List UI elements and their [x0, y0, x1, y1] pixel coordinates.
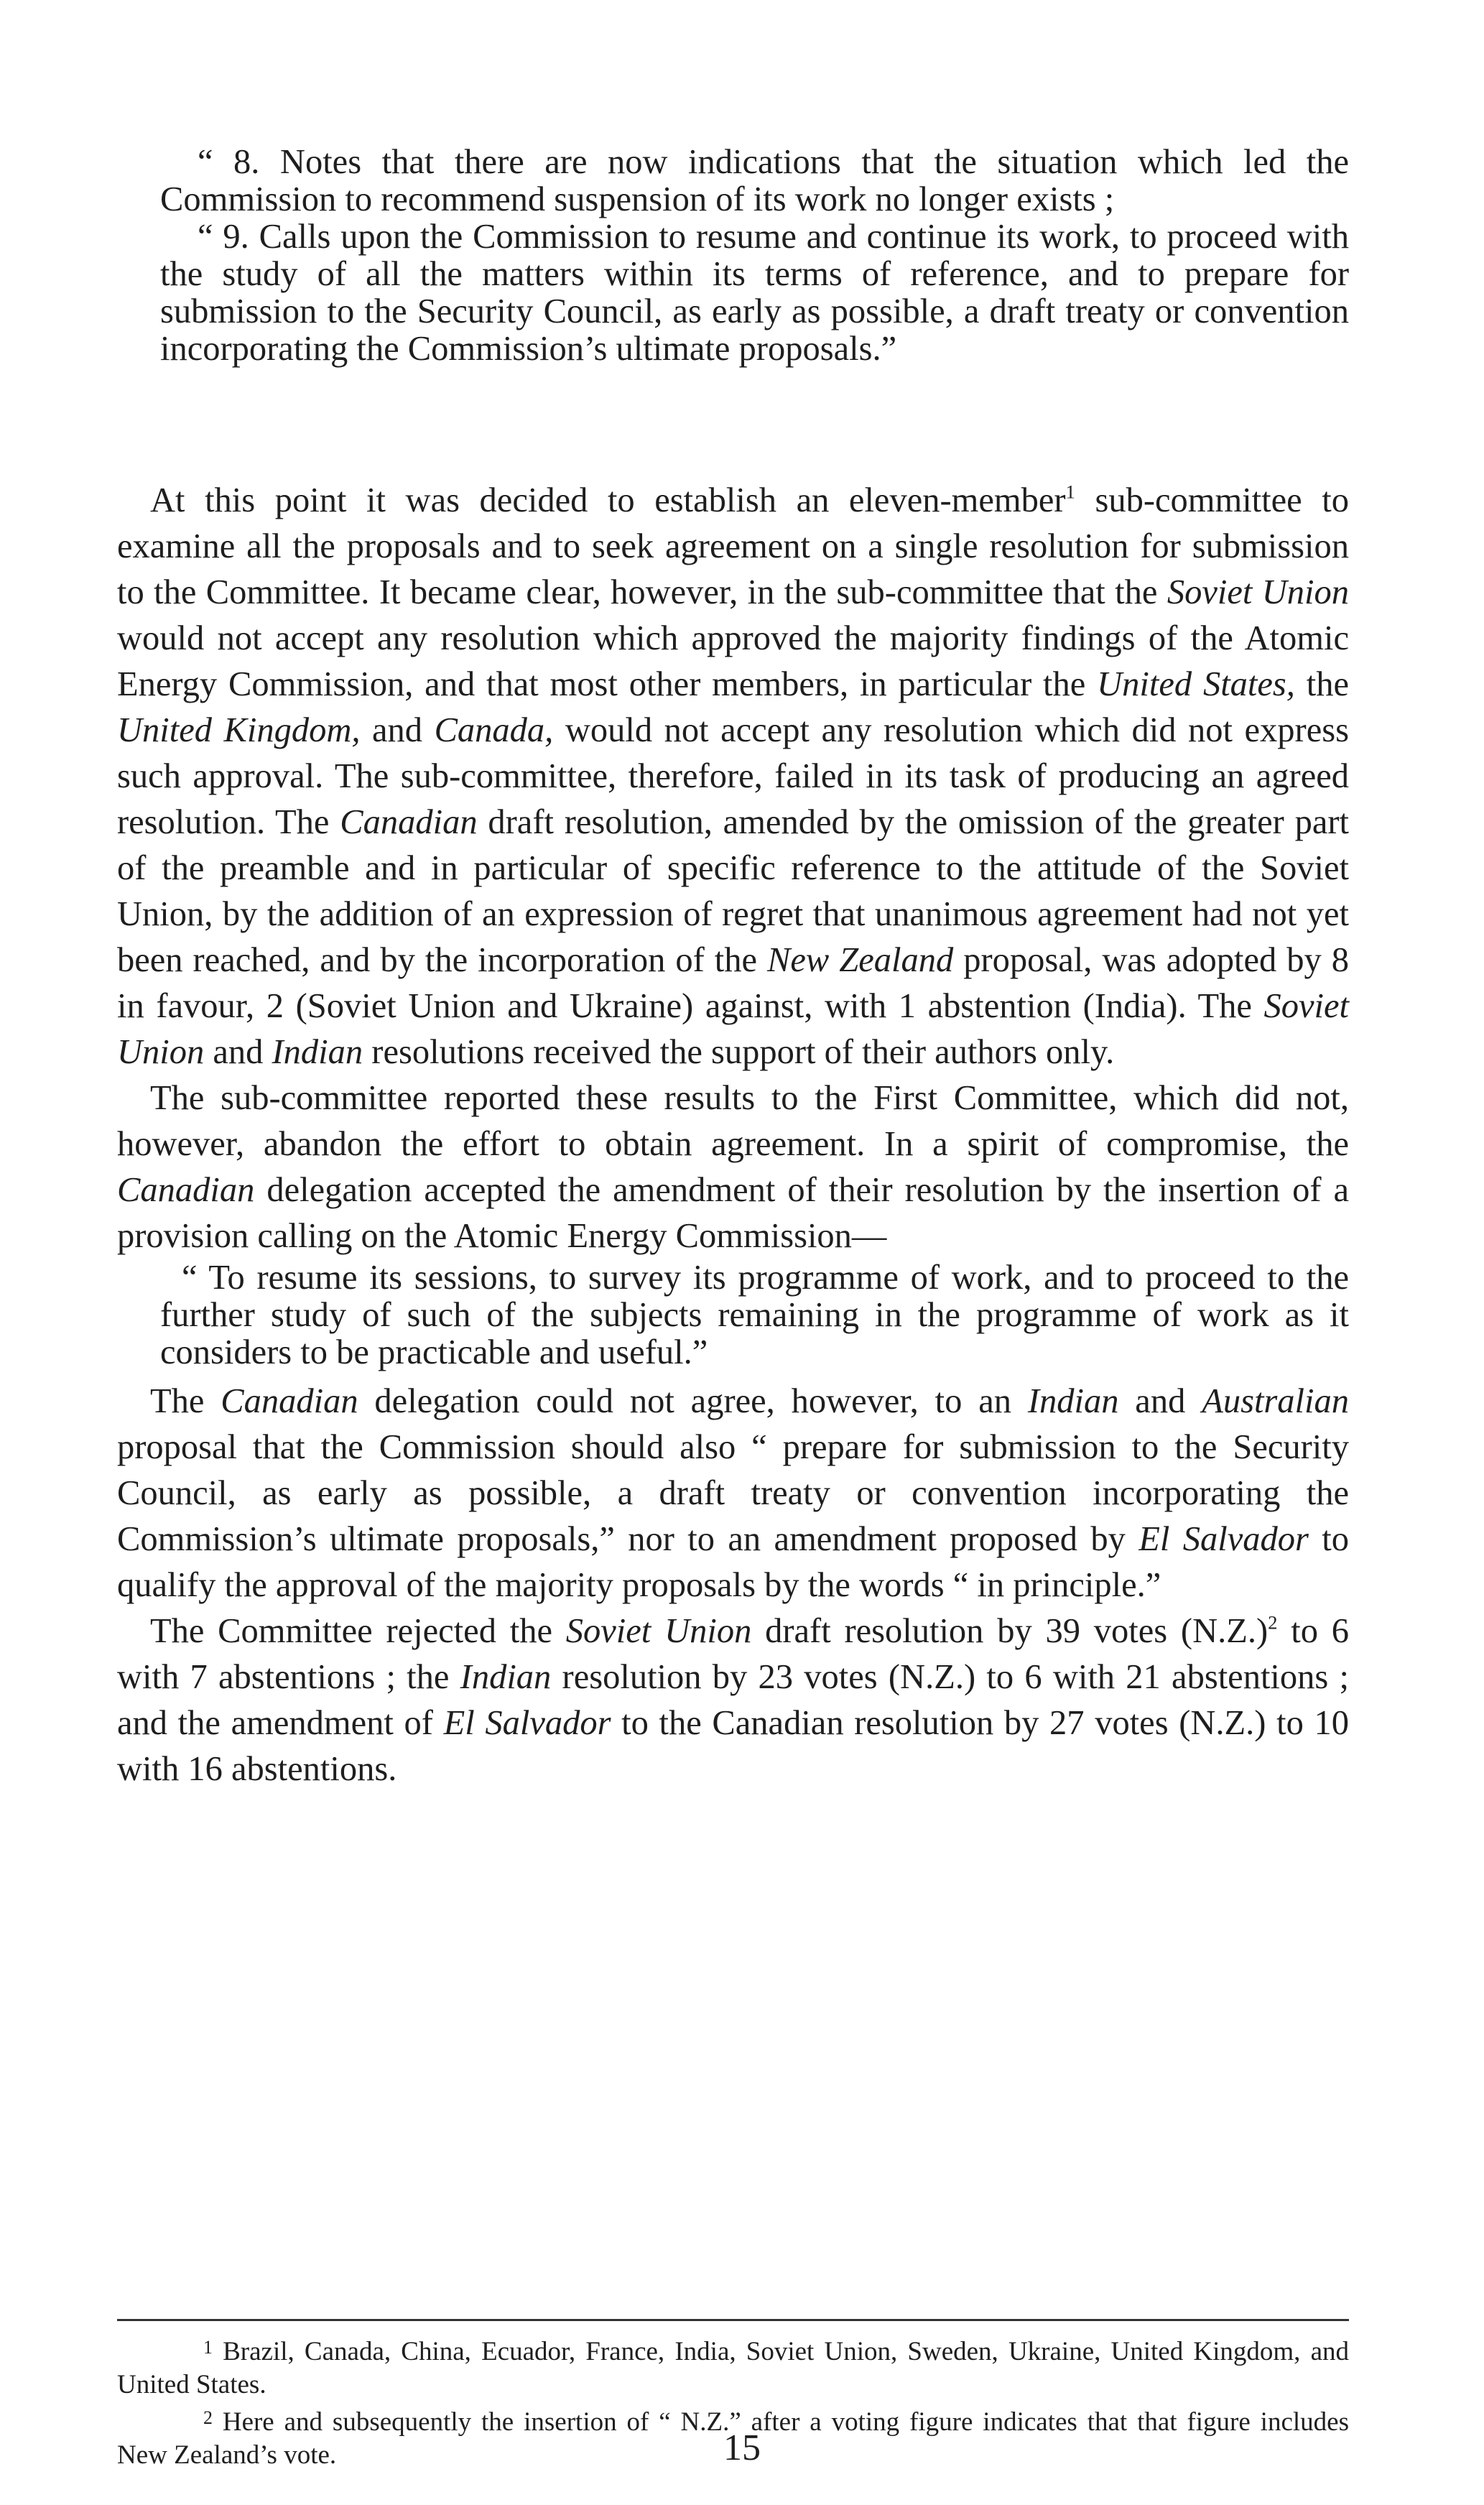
- paragraph-sub-committee: [117, 478, 1349, 1075]
- text-run: would not accept any resolution which did not express such approval. The sub-committee, therefore, failed in its task of producing an agreed resolution. The: [117, 711, 1349, 841]
- country-name: Indian: [460, 1658, 552, 1696]
- text-run: draft resolution by 39 votes (N.Z.): [751, 1612, 1269, 1650]
- country-name: El Salvador: [443, 1704, 611, 1742]
- text-run: to the Canadian resolution by 27 votes (N.Z.) to 10 with 16 abstentions.: [117, 1704, 1349, 1788]
- resolution-quote: [117, 144, 1349, 368]
- page-number: 15: [723, 2427, 761, 2468]
- paragraph-first-committee: [117, 1075, 1349, 1259]
- country-name: Indian: [1027, 1382, 1119, 1420]
- footnote-1: [117, 2331, 1349, 2402]
- main-text: [117, 478, 1349, 1792]
- resolution-quote-block: [117, 144, 1349, 368]
- country-name: El Salvador: [1138, 1520, 1309, 1558]
- text-run: sub-committee to examine all the proposals and to seek agreement on a single resolution for submission to the Committee. It became clear, however, in the sub-committee that the: [117, 481, 1349, 611]
- footnote-mark: 1: [203, 2337, 213, 2358]
- text-run: The: [150, 1382, 221, 1420]
- commission-quote-text: “ To resume its sessions, to survey its programme of work, and to proceed to the further study of such of the subjects remaining in the programme of work as it considers to be practicable and useful.”: [160, 1259, 1349, 1371]
- text-run: proposal that the Commission should also “ prepare for submission to the Security Council, as early as possible, a draft treaty or convention incorporating the Commission’s ultimate proposals,” nor to an amendment proposed by: [117, 1428, 1349, 1558]
- text-run: resolution by 23 votes (N.Z.) to 6 with 21 abstentions ; and the amendment of: [117, 1658, 1349, 1742]
- text-run: and: [204, 1033, 272, 1071]
- paragraph-committee-votes: [117, 1608, 1349, 1792]
- resolution-paragraph-9: “ 9. Calls upon the Commission to resume and continue its work, to proceed with the study of all the matters within its terms of reference, and to prepare for submission to the Security Council, as early as possible, a draft treaty or convention incorporating the Commission’s ultimate proposals.”: [160, 218, 1349, 368]
- country-name: New Zealand: [767, 941, 954, 979]
- footnote-divider: [117, 2319, 1349, 2321]
- text-run: The Committee rejected the: [150, 1612, 566, 1650]
- country-name: Canadian: [117, 1171, 255, 1209]
- country-name: Australian: [1202, 1382, 1349, 1420]
- country-name: Canada,: [434, 711, 554, 749]
- footnote-text: Brazil, Canada, China, Ecuador, France, India, Soviet Union, Sweden, Ukraine, United Kingdom, and United States.: [117, 2337, 1349, 2400]
- text-run: and: [1118, 1382, 1202, 1420]
- text-run: proposal, was adopted by 8 in favour, 2 (Soviet Union and Ukraine) against, with 1 abstention (India). The: [117, 941, 1349, 1025]
- resolution-paragraph-8: “ 8. Notes that there are now indications that the situation which led the Commission to recommend suspension of its work no longer exists ;: [160, 143, 1349, 218]
- text-run: delegation could not agree, however, to an: [358, 1382, 1028, 1420]
- country-name: Indian: [272, 1033, 363, 1071]
- country-name: Canadian: [221, 1382, 358, 1420]
- country-name: United States,: [1097, 665, 1295, 703]
- text-run: and: [360, 711, 435, 749]
- footnote-mark: 2: [203, 2407, 213, 2429]
- country-name: Soviet Union: [565, 1612, 752, 1650]
- text-run: to 6 with 7 abstentions ; the: [117, 1612, 1350, 1696]
- country-name: United Kingdom,: [117, 711, 361, 749]
- text-run: At this point it was decided to establish an eleven-member: [150, 481, 1066, 519]
- text-run: to qualify the approval of the majority proposals by the words “ in principle.”: [117, 1520, 1349, 1604]
- text-run: delegation accepted the amendment of their resolution by the insertion of a provision calling on the Atomic Energy Commission—: [117, 1171, 1349, 1255]
- text-run: draft resolution, amended by the omission of the greater part of the preamble and in particular of specific reference to the attitude of the Soviet Union, by the addition of an expression of regret that unanimous agreement had not yet been reached, and by the incorporation of the: [117, 803, 1349, 979]
- commission-quote: [117, 1259, 1349, 1371]
- country-name: Soviet Union: [1167, 573, 1349, 611]
- text-run: the: [1294, 665, 1349, 703]
- paragraph-canadian-delegation: [117, 1379, 1349, 1608]
- country-name: Soviet Union: [117, 987, 1349, 1071]
- footnote-ref-1: 1: [1065, 481, 1075, 503]
- country-name: Canadian: [340, 803, 478, 841]
- footnote-ref-2: 2: [1268, 1611, 1278, 1634]
- footnote-text: Here and subsequently the insertion of “ N.Z.” after a voting figure indicates that that figure includes New Zealand’s vote.: [117, 2407, 1349, 2471]
- text-run: resolutions received the support of their authors only.: [363, 1033, 1115, 1071]
- text-run: would not accept any resolution which approved the majority findings of the Atomic Energy Commission, and that most other members, in particular the: [117, 619, 1349, 703]
- text-run: The sub-committee reported these results to the First Committee, which did not, however, abandon the effort to obtain agreement. In a spirit of compromise, the: [117, 1079, 1349, 1163]
